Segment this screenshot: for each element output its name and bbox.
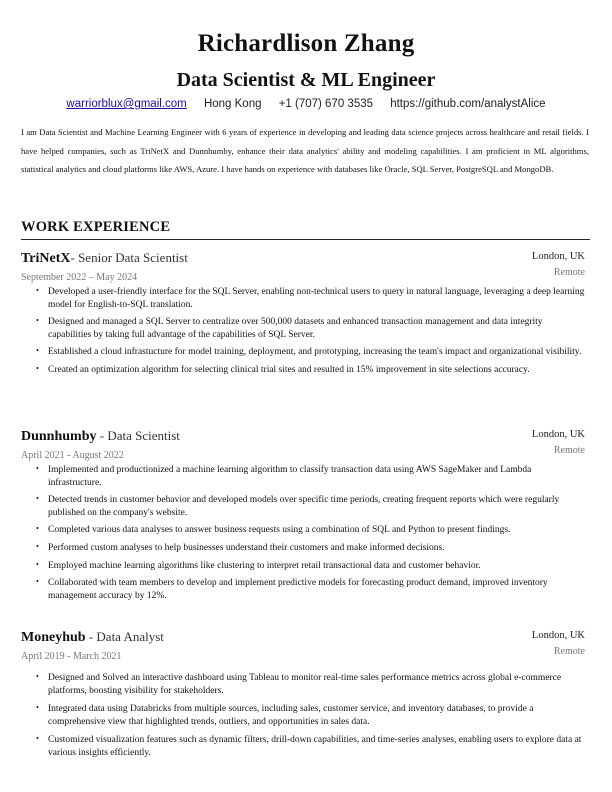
job-mode: Remote [553, 646, 585, 657]
job-entry [21, 628, 589, 760]
list-item: • Implemented and productionized a machine learning algorithm to classify transaction data using AWS SageMaker and Lambda infrastructure. [36, 464, 532, 488]
job-bullets [21, 286, 589, 377]
job-title: Data Scientist & ML Engineer [176, 69, 436, 91]
list-item: • Integrated data using Databricks from multiple sources, including sales, customer service, and inventory databases, to provide a comprehensive view that highlighted trends, outliers, and opportunities in sales data. [36, 703, 534, 727]
contact-line [0, 98, 612, 110]
list-item: • Developed a user-friendly interface for the SQL Server, enabling non-technical users to query in natural language, leveraging a deep learning model for English-to-SQL translation. [36, 286, 585, 310]
list-item: • Performed custom analyses to help businesses understand their customers and make informed decisions. [36, 541, 445, 553]
job-bullets [21, 464, 589, 602]
list-item: • Detected trends in customer behavior and developed models over specific time periods, creating frequent reports which were regularly published on the company's website. [36, 494, 560, 518]
bullet-glyph: • [36, 346, 39, 356]
summary-paragraph: I am Data Scientist and Machine Learning Engineer with 6 years of experience in developing and leading data science projects across healthcare and retail fields. I have helped companies, such as TriNetX and Dunnhumby, enhance their data analytics' ability and modeling capabilities. I am proficient in ML algorithms, statistical analytics and cloud platforms like AWS, Azure. I have hands on experience with databases like Oracle, SQL Server, PostgreSQL and MongoDB. [21, 127, 589, 175]
bullet-glyph: • [36, 464, 39, 473]
job-bullets [21, 672, 589, 760]
list-item: • Employed machine learning algorithms like clustering to interpret retail transactional data and customer behavior. [36, 559, 481, 571]
bullet-glyph: • [36, 577, 39, 587]
bullet-glyph: • [36, 524, 39, 534]
list-item: • Designed and managed a SQL Server to centralize over 500,000 datasets and enhanced transaction management and data integrity capabilities by taking full advantage of the capabilities of SQL Server. [36, 316, 543, 340]
job-location: London, UK [531, 251, 585, 262]
bullet-glyph: • [36, 672, 39, 681]
list-item: • Completed various data analyses to answer business requests using a combination of SQL and Python to present findings. [36, 524, 511, 536]
bullet-glyph: • [36, 559, 39, 569]
list-item: • Established a cloud infrastucture for model training, deployment, and prototyping, increasing the team's impact and organizational visibility. [36, 346, 582, 358]
job-entry [21, 249, 589, 377]
work-experience-heading: WORK EXPERIENCE [21, 219, 171, 235]
candidate-name: Richardlison Zhang [197, 30, 415, 57]
bullet-glyph: • [36, 363, 39, 373]
list-item: • Customized visualization features such as dynamic filters, drill-down capabilities, and time-series analyses, enabling users to explore data at various insights efficiently. [36, 734, 582, 758]
job-location: London, UK [531, 429, 585, 440]
section-divider [21, 239, 590, 240]
github-link[interactable]: https://github.com/analystAlice [390, 98, 546, 110]
job-location: London, UK [531, 630, 585, 641]
bullet-glyph: • [36, 494, 39, 504]
bullet-glyph: • [36, 316, 39, 326]
bullet-glyph: • [36, 286, 39, 295]
job-dates: April 2019 - March 2021 [21, 651, 122, 662]
contact-phone: +1 (707) 670 3535 [278, 98, 374, 110]
bullet-glyph: • [36, 703, 39, 713]
job-mode: Remote [553, 445, 585, 456]
list-item: • Created an optimization algorithm for selecting clinical trial sites and resulted in 15% improvement in site selections accuracy. [36, 363, 530, 375]
email-link[interactable]: warriorblux@gmail.com [66, 98, 187, 110]
job-entry [21, 427, 589, 602]
list-item: • Designed and Solved an interactive dashboard using Tableau to monitor real-time sales performance metrics across global e-commerce platforms, boosting visibility for stakeholders. [36, 672, 562, 696]
job-role: - Data Analyst [85, 629, 164, 644]
list-item: • Collaborated with team members to develop and implement predictive models for forecasting product demand, improved inventory management accuracy by 12%. [36, 577, 548, 601]
job-role: - Senior Data Scientist [70, 250, 188, 265]
company-name: TriNetX [21, 251, 71, 266]
contact-location: Hong Kong [203, 98, 262, 110]
company-name: Moneyhub [21, 630, 86, 645]
job-role: - Data Scientist [96, 428, 180, 443]
company-name: Dunnhumby [21, 429, 97, 444]
bullet-glyph: • [36, 541, 39, 551]
job-dates: April 2021 - August 2022 [21, 450, 124, 461]
job-mode: Remote [553, 267, 585, 278]
job-dates: September 2022 – May 2024 [21, 272, 138, 283]
bullet-glyph: • [36, 734, 39, 744]
